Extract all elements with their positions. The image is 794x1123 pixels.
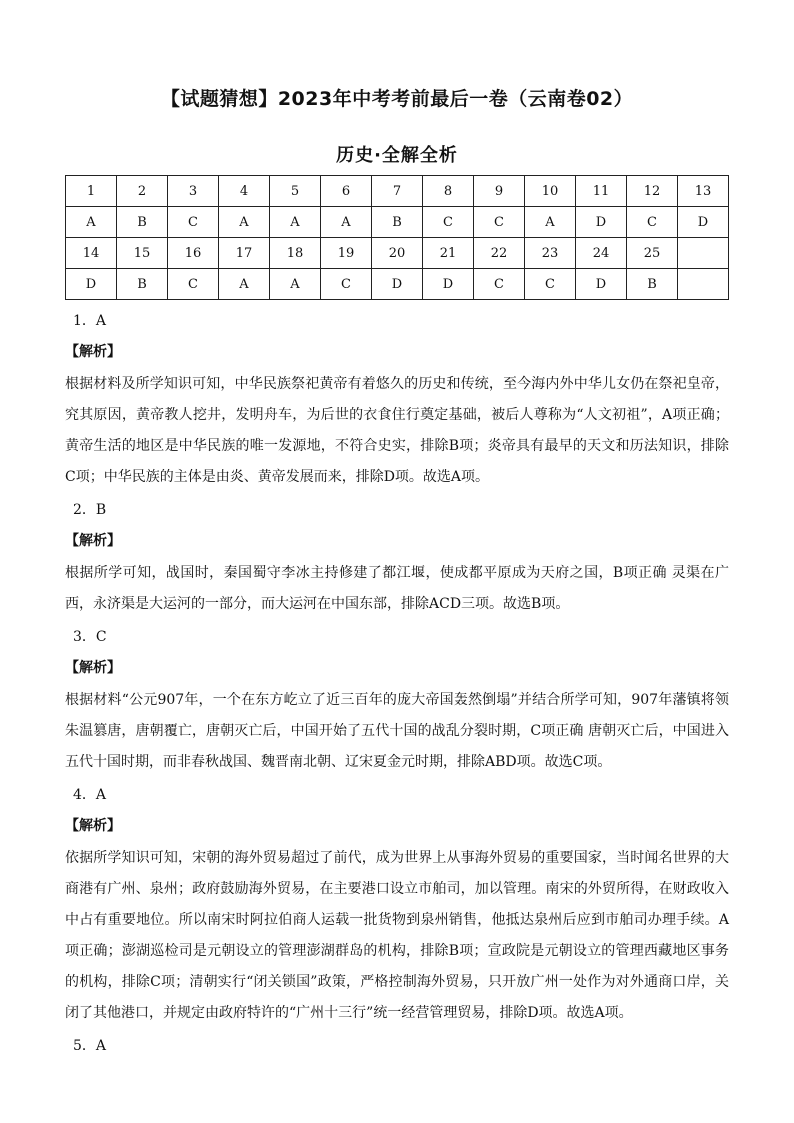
analysis-text: 依据所学知识可知，宋朝的海外贸易超过了前代，成为世界上从事海外贸易的重要国家，当时闻名世界的大商港有广州、泉州；政府鼓励海外贸易，在主要港口设立市舶司，加以管理。南宋的外贸所得，在财政收入中占有重要地位。所以南宋时阿拉伯商人运载一批货物到泉州销售，他抵达泉州后应到市舶司办理手续。A项正确；澎湖巡检司是元朝设立的管理澎湖群岛的机构，排除B项；宣政院是元朝设立的管理西藏地区事务的机构，排除C项；清朝实行“闭关锁国”政策，严格控制海外贸易，只开放广州一处作为对外通商口岸，关闭了其他港口，并规定由政府特许的“广州十三行”统一经营管理贸易，排除D项。故选A项。 [65, 850, 729, 1021]
answer-table [65, 175, 729, 300]
question-number-cell [678, 238, 729, 269]
answer-cell: A [219, 207, 270, 238]
answer-cell: D [66, 269, 117, 300]
answer-cell: B [627, 269, 678, 300]
question-number-cell: 25 [627, 238, 678, 269]
answer-cell: A [66, 207, 117, 238]
analysis-label: 【解析】 [65, 344, 121, 360]
question-number-cell: 6 [321, 176, 372, 207]
question-number-cell: 20 [372, 238, 423, 269]
answer-cell: A [270, 207, 321, 238]
question-number: 2．B [73, 502, 107, 518]
question-number-row [66, 176, 729, 207]
answer-cell: A [525, 207, 576, 238]
answer-cell: C [627, 207, 678, 238]
question-5 [65, 1033, 729, 1059]
answer-cell: D [372, 269, 423, 300]
answer-cell [678, 269, 729, 300]
question-number: 3．C [73, 629, 107, 645]
page-subtitle: 历史·全解全析 [336, 145, 458, 166]
answer-cell: A [219, 269, 270, 300]
question-number-cell: 14 [66, 238, 117, 269]
analysis-label: 【解析】 [65, 660, 121, 676]
question-number-cell: 15 [117, 238, 168, 269]
question-number-cell: 8 [423, 176, 474, 207]
question-number: 4．A [73, 787, 107, 803]
question-number-cell: 18 [270, 238, 321, 269]
answer-row [66, 207, 729, 238]
question-number-cell: 19 [321, 238, 372, 269]
answer-cell: C [168, 207, 219, 238]
analysis-label: 【解析】 [65, 818, 121, 834]
answer-cell: A [270, 269, 321, 300]
question-4 [65, 782, 729, 1029]
question-number-cell: 3 [168, 176, 219, 207]
answer-cell: D [678, 207, 729, 238]
question-number: 5．A [73, 1038, 107, 1054]
question-number-row [66, 238, 729, 269]
answer-cell: B [117, 269, 168, 300]
answer-cell: C [423, 207, 474, 238]
question-number-cell: 17 [219, 238, 270, 269]
question-number-cell: 5 [270, 176, 321, 207]
question-3 [65, 624, 729, 778]
question-number-cell: 1 [66, 176, 117, 207]
answer-cell: D [423, 269, 474, 300]
question-number-cell: 9 [474, 176, 525, 207]
question-1 [65, 308, 729, 493]
question-number: 1．A [73, 313, 107, 329]
answer-cell: C [474, 207, 525, 238]
question-number-cell: 21 [423, 238, 474, 269]
question-number-cell: 24 [576, 238, 627, 269]
question-number-cell: 11 [576, 176, 627, 207]
question-2 [65, 497, 729, 620]
question-number-cell: 16 [168, 238, 219, 269]
question-number-cell: 2 [117, 176, 168, 207]
question-number-cell: 12 [627, 176, 678, 207]
question-number-cell: 13 [678, 176, 729, 207]
analysis-label: 【解析】 [65, 533, 121, 549]
analysis-text: 根据所学可知，战国时，秦国蜀守李冰主持修建了都江堰，使成都平原成为天府之国，B项正确 灵渠在广西，永济渠是大运河的一部分，而大运河在中国东部，排除ACD三项。故选B项。 [65, 565, 729, 612]
question-number-cell: 10 [525, 176, 576, 207]
answer-cell: C [474, 269, 525, 300]
answer-cell: C [168, 269, 219, 300]
analysis-text: 根据材料及所学知识可知，中华民族祭祀黄帝有着悠久的历史和传统，至今海内外中华儿女仍在祭祀皇帝，究其原因，黄帝教人挖井，发明舟车，为后世的衣食住行奠定基础，被后人尊称为“人文初祖”，A项正确；黄帝生活的地区是中华民族的唯一发源地，不符合史实，排除B项；炎帝具有最早的天文和历法知识，排除C项；中华民族的主体是由炎、黄帝发展而来，排除D项。故选A项。 [65, 376, 729, 485]
question-number-cell: 4 [219, 176, 270, 207]
answer-cell: C [525, 269, 576, 300]
solutions [65, 308, 729, 1064]
answer-row [66, 269, 729, 300]
answer-cell: C [321, 269, 372, 300]
page-title: 【试题猜想】2023年中考考前最后一卷（云南卷02） [160, 88, 634, 110]
answer-cell: A [321, 207, 372, 238]
answer-cell: B [372, 207, 423, 238]
answer-cell: B [117, 207, 168, 238]
answer-cell: D [576, 269, 627, 300]
question-number-cell: 22 [474, 238, 525, 269]
question-number-cell: 7 [372, 176, 423, 207]
question-number-cell: 23 [525, 238, 576, 269]
answer-cell: D [576, 207, 627, 238]
analysis-text: 根据材料“公元907年，一个在东方屹立了近三百年的庞大帝国轰然倒塌”并结合所学可知，907年藩镇将领朱温篡唐，唐朝覆亡，唐朝灭亡后，中国开始了五代十国的战乱分裂时期，C项正确 唐朝灭亡后，中国进入五代十国时期，而非春秋战国、魏晋南北朝、辽宋夏金元时期，排除ABD项。故选C项。 [65, 692, 729, 770]
